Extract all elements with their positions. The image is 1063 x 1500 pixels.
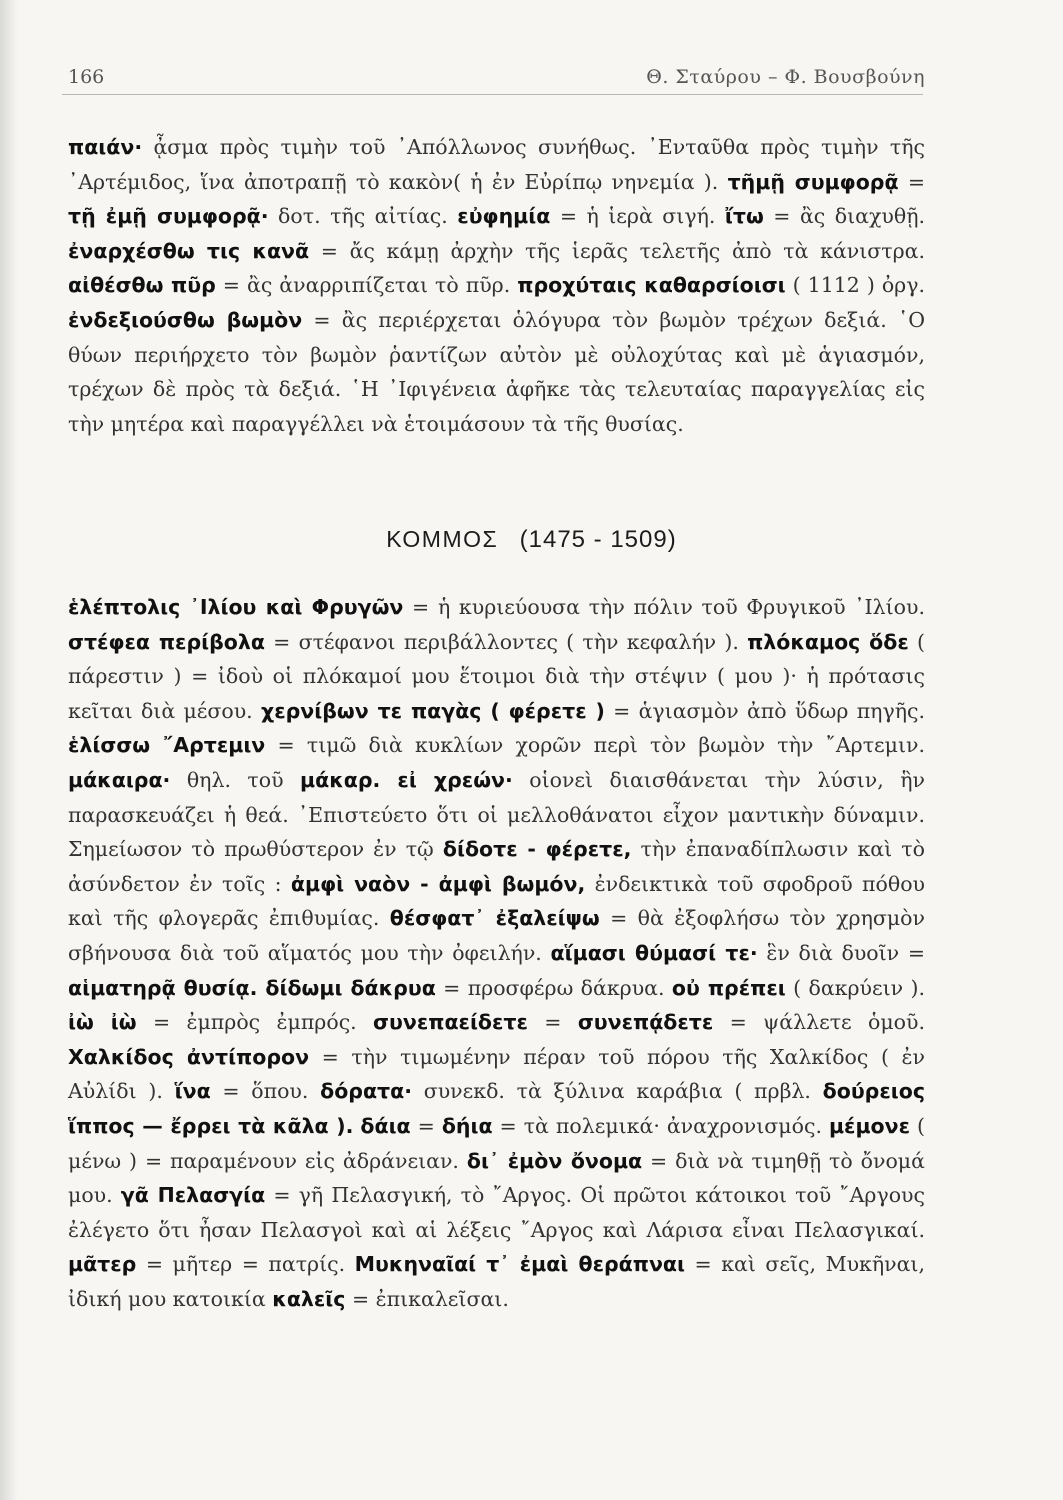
lemma-term: ἵνα bbox=[174, 1079, 211, 1104]
lemma-term: μάκαιρα· bbox=[68, 767, 171, 792]
lemma-term: αἵμασι θύμασί τε· bbox=[550, 940, 758, 965]
gloss-text: ( πάρεστιν ) = ἰδοὺ οἱ πλόκαμοί μου ἕτοιμοι διὰ τὴν στέψιν ( μου )· ἡ πρότασις κεῖται διὰ μέσου. bbox=[68, 629, 925, 723]
lemma-term: μάκαρ. εἰ χρεών· bbox=[300, 767, 513, 792]
gloss-text: = bbox=[410, 1113, 442, 1138]
lemma-term: δι᾿ ἐμὸν ὄνομα bbox=[466, 1148, 643, 1173]
lemma-term: ἰὼ ἰὼ bbox=[68, 1010, 137, 1035]
section-line-range: (1475 - 1509) bbox=[519, 526, 677, 553]
lemma-term: στέφεα περίβολα bbox=[68, 629, 265, 654]
gloss-text: = θὰ ἐξοφλήσω τὸν χρησμὸν σβήνουσα διὰ τοῦ αἵματός μου τὴν ὀφειλήν. bbox=[68, 906, 925, 965]
gloss-text: θηλ. τοῦ bbox=[170, 767, 301, 792]
commentary-paragraph-1 bbox=[68, 130, 925, 441]
gloss-text: συνεκδ. τὰ ξύλινα καράβια ( πρβλ. bbox=[412, 1079, 823, 1104]
gloss-text: = γῆ Πελασγική, τὸ ῎Αργος. Οἱ πρῶτοι κάτοικοι τοῦ ῎Αργους ἐλέγετο ὅτι ἦσαν Πελασγοὶ καὶ αἱ λέξεις ῎Αργος καὶ Λάρισα εἶναι Πελασγικαί. bbox=[68, 1183, 925, 1242]
lemma-term: δήια bbox=[441, 1113, 493, 1138]
gloss-text: = προσφέρω δάκρυα. bbox=[435, 975, 672, 1000]
lemma-term: ἴτω bbox=[724, 204, 764, 229]
gloss-text: = καὶ σεῖς, Μυκῆναι, ἰδική μου κατοικία bbox=[68, 1252, 925, 1311]
gloss-text: = τὰ πολεμικά· ἀναχρονισμός. bbox=[492, 1113, 829, 1138]
running-head: Θ. Σταύρου – Φ. Βουσβούνη bbox=[646, 66, 925, 88]
section-heading bbox=[0, 526, 1063, 554]
lemma-term: ἐνδεξιούσθω βωμὸν bbox=[68, 307, 303, 332]
lemma-term: μέμονε bbox=[828, 1113, 911, 1138]
lemma-term: παιάν· bbox=[68, 135, 143, 159]
lemma-term: γᾶ Πελασγία bbox=[120, 1183, 266, 1208]
lemma-term: τῇ ἐμῇ συμφορᾷ· bbox=[68, 204, 269, 229]
lemma-term: οὐ πρέπει bbox=[671, 975, 786, 1000]
gloss-text: ᾆσμα πρὸς τιμὴν τοῦ ᾿Απόλλωνος συνήθως. ᾿Ενταῦθα πρὸς τιμὴν τῆς ᾿Αρτέμιδος, ἵνα ἀποτραπῇ τὸ κακὸν( ἡ ἐν Εὐρίπῳ νηνεμία ). bbox=[68, 135, 925, 194]
lemma-term: δούρειος ἵππος — ἔρρει τὰ κᾶλα ). bbox=[68, 1079, 925, 1138]
gloss-text: = ἡ κυριεύουσα τὴν πόλιν τοῦ Φρυγικοῦ ᾿Ιλίου. bbox=[403, 595, 925, 619]
lemma-term: δάια bbox=[360, 1113, 411, 1138]
lemma-term: συνεπαείδετε bbox=[373, 1010, 528, 1035]
paragraph-body bbox=[68, 590, 925, 1316]
lemma-term: ἐναρχέσθω τις κανᾶ bbox=[68, 238, 310, 263]
gloss-text: = ἁγιασμὸν ἀπὸ ὕδωρ πηγῆς. bbox=[604, 698, 925, 723]
gloss-text: = ἂς διαχυθῇ. bbox=[763, 204, 926, 229]
page-header bbox=[62, 60, 923, 95]
commentary-paragraph-2 bbox=[68, 590, 925, 1316]
paragraph-body bbox=[68, 130, 925, 441]
gloss-text: = ἂς ἀναρριπίζεται τὸ πῦρ. bbox=[215, 273, 518, 298]
lemma-term: Χαλκίδος ἀντίπορον bbox=[68, 1044, 310, 1069]
lemma-term: τῆμῇ συμφορᾷ bbox=[727, 169, 899, 194]
gloss-text: = ἐμπρὸς ἐμπρός. bbox=[136, 1010, 374, 1035]
lemma-term: ἀμφὶ ναὸν - ἀμφὶ βωμόν, bbox=[290, 871, 586, 896]
lemma-term: πλόκαμος ὅδε bbox=[747, 629, 909, 654]
lemma-term: καλεῖς bbox=[272, 1286, 346, 1311]
gloss-text: ( μένω ) = παραμένουν εἰς ἀδράνειαν. bbox=[68, 1113, 926, 1173]
lemma-term: δίδοτε - φέρετε, bbox=[442, 837, 632, 862]
gloss-text: = τιμῶ διὰ κυκλίων χορῶν περὶ τὸν βωμὸν τὴν ῎Αρτεμιν. bbox=[265, 733, 926, 758]
section-title: ΚΟΜΜΟΣ bbox=[386, 526, 499, 552]
lemma-term: δόρατα· bbox=[320, 1079, 413, 1104]
lemma-term: αἱματηρᾷ θυσίᾳ. δίδωμι δάκρυα bbox=[68, 975, 436, 1000]
gloss-text: οἱονεὶ διαισθάνεται τὴν λύσιν, ἣν παρασκευάζει ἡ θεά. ᾿Επιστεύετο ὅτι οἱ μελλοθάνατοι εἶχον μαντικὴν δύναμιν. Σημείωσον τὸ πρωθύστερον ἐν τῷ bbox=[68, 767, 926, 862]
gloss-text: = τὴν τιμωμένην πέραν τοῦ πόρου τῆς Χαλκίδος ( ἐν Αὐλίδι ). bbox=[68, 1044, 925, 1104]
gloss-text: ἐνδεικτικὰ τοῦ σφοδροῦ πόθου καὶ τῆς φλογερᾶς ἐπιθυμίας. bbox=[68, 871, 926, 931]
lemma-term: ἑλέπτολις ᾿Ιλίου καὶ Φρυγῶν bbox=[68, 595, 404, 619]
lemma-term: θέσφατ᾿ ἐξαλείψω bbox=[389, 906, 600, 931]
gloss-text: = ἄς κάμῃ ἀρχὴν τῆς ἱερᾶς τελετῆς ἀπὸ τὰ κάνιστρα. bbox=[309, 238, 925, 263]
gloss-text: = ἂς περιέρχεται ὁλόγυρα τὸν βωμὸν τρέχων δεξιά. ῾Ο θύων περιήρχετο τὸν βωμὸν ῥαντίζων αὐτὸν μὲ οὐλοχύτας καὶ μὲ ἁγιασμόν, τρέχων δὲ πρὸς τὰ δεξιά. ῾Η ᾿Ιφιγένεια ἀφῆκε τὰς τελευταίας παραγγελίας εἰς τὴν μητέρα καὶ παραγγέλλει νὰ ἑτοιμάσουν τὰ τῆς θυσίας. bbox=[68, 307, 925, 436]
gloss-text: = ἐπικαλεῖσαι. bbox=[345, 1286, 509, 1311]
lemma-term: προχύταις καθαρσίοισι bbox=[517, 273, 786, 298]
gloss-text: = διὰ νὰ τιμηθῇ τὸ ὄνομά μου. bbox=[68, 1148, 925, 1208]
page-number: 166 bbox=[68, 66, 105, 88]
gloss-text: = ψάλλετε ὁμοῦ. bbox=[713, 1010, 926, 1035]
lemma-term: συνεπᾴδετε bbox=[577, 1010, 714, 1035]
lemma-term: μᾶτερ bbox=[68, 1252, 137, 1277]
gloss-text: = μῆτερ = πατρίς. bbox=[136, 1252, 355, 1277]
lemma-term: ἑλίσσω ῎Αρτεμιν bbox=[68, 733, 266, 758]
gloss-text: ἓν διὰ δυοῖν = bbox=[757, 940, 926, 965]
gloss-text: = bbox=[527, 1010, 578, 1035]
gloss-text: τὴν ἐπαναδίπλωσιν καὶ τὸ ἀσύνδετον ἐν τοῖς : bbox=[68, 837, 925, 896]
lemma-term: Μυκηναῖαί τ᾿ ἐμαὶ θεράπναι bbox=[354, 1252, 685, 1277]
gloss-text: = ὅπου. bbox=[210, 1079, 321, 1104]
gloss-text: ( δακρύειν ). bbox=[785, 975, 926, 1000]
gloss-text: = ἡ ἱερὰ σιγή. bbox=[550, 204, 725, 229]
gloss-text: = bbox=[898, 169, 925, 194]
gloss-text: = στέφανοι περιβάλλοντες ( τὴν κεφαλήν ). bbox=[264, 629, 748, 654]
gloss-text: δοτ. τῆς αἰτίας. bbox=[268, 204, 458, 229]
lemma-term: αἰθέσθω πῦρ bbox=[68, 273, 216, 298]
page-edge-shadow bbox=[0, 0, 18, 1500]
lemma-term: εὐφημία bbox=[457, 204, 551, 229]
gloss-text: ( 1112 ) ὀργ. bbox=[785, 273, 925, 298]
lemma-term: χερνίβων τε παγὰς ( φέρετε ) bbox=[260, 698, 605, 723]
